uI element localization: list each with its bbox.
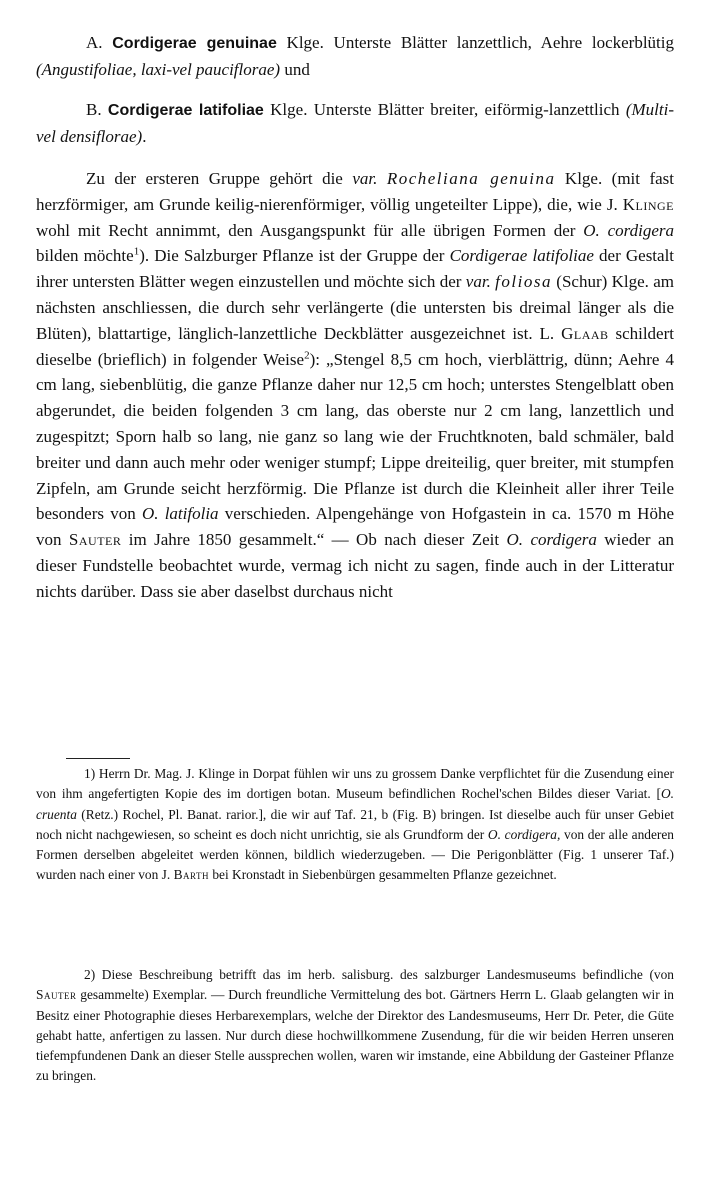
group-a-italic: (Angustifoliae, laxi-vel pauciflorae) [36, 60, 281, 79]
variety-name: foliosa [495, 272, 552, 292]
species-name: O. cordigera, [487, 826, 561, 842]
variety-name: Rocheliana genuina [386, 169, 556, 188]
group-b-entry [36, 97, 674, 150]
footnote-divider [66, 758, 130, 759]
footnote-1 [36, 764, 674, 886]
group-b-name: Cordigerae latifoliae [107, 102, 264, 119]
text-run: von der alle anderen Formen derselben abgeleitet werden können, bildlich wiederzugeben. — Die Perigonblätter (Fig. 1 unserer Taf.) wurden nach einer von J. [36, 826, 674, 883]
text-run: (Schur) Klge. am nächsten anschliessen, die durch sehr verlängerte (die untersten bis dreimal länger als die Blüten), blattartige, länglich-lanzettliche Deckblätter ausgezeichnet ist. L. [36, 272, 674, 343]
group-b-text: Unterste Blätter breiter, eiförmig-lanzettlich [307, 100, 626, 119]
text-run: gesammelte) Exemplar. — Durch freundliche Vermittelung des bot. Gärtners Herrn L. Glaab gelangten wir in Besitz einer Photographie dieses Herbarexemplars, welche der Direktor des Landesmuseums, Herr Dr. Peter, die Güte gehabt hatte, anfertigen zu lassen. Nur durch diese hochwillkommene Zusendung, für die wir beiden Herren unseren tiefempfundenen Dank an dieser Stelle aussprechen wollen, waren wir imstande, eine Abbildung der Gasteiner Pflanze zu bringen. [36, 987, 674, 1084]
group-b-tail: . [142, 127, 147, 146]
author-name: Barth [173, 867, 209, 883]
author-name: Sauter [68, 530, 122, 550]
text-run: bilden möchte [36, 246, 134, 266]
text-run: ). Die Salzburger Pflanze ist der Gruppe der [139, 246, 450, 266]
text-run: wieder an dieser Fundstelle beobachtet wurde, vermag ich nicht zu sagen, finde auch in der Litteratur nichts darüber. Dass sie aber daselbst durchaus nicht [36, 530, 674, 601]
text-run: wohl mit Recht annimmt, den Ausgangspunkt für alle übrigen Formen der [36, 220, 584, 240]
footnote-ref-1: 1 [133, 245, 140, 258]
footnote-2 [36, 965, 674, 1087]
text-run: Zu der ersteren Gruppe gehört die [86, 169, 353, 188]
group-b-label: B. [86, 100, 102, 119]
author-name: Glaab [561, 323, 609, 343]
group-b-author: Klge. [270, 100, 308, 119]
text-run: schildert dieselbe (brieflich) in folgender Weise [36, 323, 674, 369]
group-name: Cordigerae latifoliae [449, 246, 594, 266]
species-name: O. cruenta [36, 786, 674, 822]
species-name: O. cordigera [583, 220, 674, 240]
species-name: O. cordigera [506, 530, 597, 550]
group-a-tail: und [280, 60, 310, 79]
text-run: im Jahre 1850 gesammelt.“ — Ob nach dieser Zeit [121, 530, 507, 550]
group-a-label: A. [86, 33, 103, 52]
species-name: O. latifolia [141, 504, 219, 524]
footnote-ref-2: 2 [304, 348, 310, 361]
text-run: der Gestalt ihrer untersten Blätter wegen einzustellen und möchte sich der [36, 246, 675, 292]
text-run: 2) Diese Beschreibung betrifft das im herb. salisburg. des salzburger Landesmuseums befindliche (von [84, 967, 674, 982]
text-run: ): „Stengel 8,5 cm hoch, vierblättrig, dünn; Aehre 4 cm lang, siebenblütig, die ganze Pflanze daher nur 12,5 cm hoch; unterstes Stengelblatt oben abgerundet, die beiden folgenden 3 cm lang, das oberste nur 2 cm lang, lanzettlich und zugespitzt; Sporn halb so lang, nie ganz so lang wie der Fruchtknoten, bald schmäler, bald breiter und dann auch mehr oder weniger stumpf; Lippe dreiteilig, quer breiter, mit stumpfen Zipfeln, am Grunde seicht herzförmig. Die Pflanze ist durch die Kleinheit aller ihrer Teile besonders von [36, 349, 674, 524]
text-run: verschieden. Alpengehänge von Hofgastein in ca. 1570 m Höhe von [36, 504, 675, 550]
main-paragraph [36, 166, 674, 605]
group-a-author: Klge. [286, 33, 324, 52]
page-body [36, 30, 674, 605]
var-abbrev: var. [352, 169, 378, 188]
group-b-italic: (Multi-vel densiflorae) [36, 100, 675, 146]
text-run: Klge. (mit fast herzförmiger, am Grunde keilig-nierenförmiger, völlig ungeteilter Lippe), die, wie J. [36, 169, 675, 214]
text-run: bei Kronstadt in Siebenbürgen gesammelten Pflanze gezeichnet. [208, 867, 557, 883]
author-name: Klinge [622, 194, 674, 214]
text-run: (Retz.) Rochel, Pl. Banat. rarior.], die wir auf Taf. 21, b (Fig. B) bringen. Ist dieselbe auch für unser Gebiet noch nicht nachgewiesen, so scheint es doch nicht unrichtig, sie als Grundform der [36, 806, 674, 842]
group-a-entry [36, 30, 674, 83]
author-name: Sauter [36, 987, 77, 1003]
group-a-name: Cordigerae genuinae [112, 35, 277, 52]
text-run: 1) Herrn Dr. Mag. J. Klinge in Dorpat fühlen wir uns zu grossem Danke verpflichtet für die Zusendung einer von ihm angefertigten Kopie des im dortigen botan. Museum befindlichen Rochel'schen Bildes dieser Variat. [ [36, 766, 674, 802]
var-abbrev: var. [465, 272, 491, 292]
group-a-text: Unterste Blätter lanzettlich, Aehre lockerblütig [323, 33, 674, 52]
